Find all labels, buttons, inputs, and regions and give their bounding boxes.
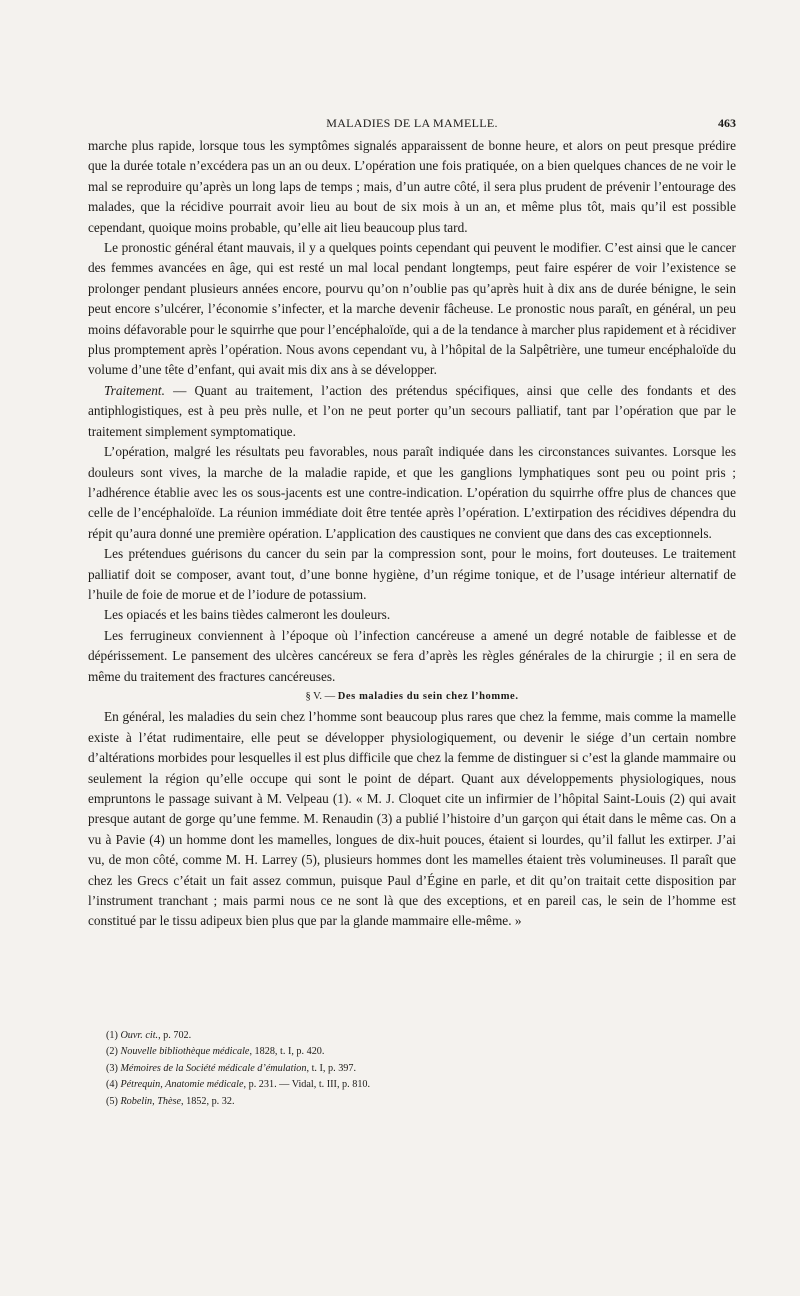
footnote-number: (3) [106, 1062, 118, 1074]
footnote-rest: , 1852, p. 32. [181, 1095, 235, 1107]
footnote-source: Ouvr. cit. [120, 1030, 159, 1041]
page-header [88, 116, 736, 134]
paragraph-7: Les ferrugineux conviennent à l’époque où l’infection cancéreuse a amené un degré notable de faiblesse et de dépérissement. Le pansement des ulcères cancéreux se fera d’après les règles générales de la chirurgie ; il en sera de même du traitement des fractures cancéreuses. [88, 627, 736, 684]
section-title: Des maladies du sein chez l’homme. [337, 690, 519, 702]
footnote-4 [106, 1077, 706, 1093]
paragraph-2: Le pronostic général étant mauvais, il y a quelques points cependant qui peuvent le modifier. C’est ainsi que le cancer des femmes avancées en âge, qui est resté un mal local pendant longtemps, peut faire espérer de voir l’existence se prolonger pendant plusieurs années encore, pourvu qu’on n’oublie pas qu’après huit à dix ans de durée bénigne, le sein peut encore s’ulcérer, l’économie s’infecter, et la marche devenir fâcheuse. Le pronostic nous paraît, en général, un peu moins défavorable pour le squirrhe que pour l’encéphaloïde, qui a de la tendance à marcher plus rapidement et à récidiver plus promptement après l’opération. Nous avons cependant vu, à l’hôpital de la Salpêtrière, une tumeur encéphaloïde du volume d’une tête d’enfant, qui avait mis dix ans à se développer. [88, 240, 736, 378]
footnote-rest: , p. 702. [158, 1030, 192, 1041]
footnotes [106, 1028, 706, 1110]
footnote-source: Robelin, Thèse [120, 1095, 181, 1107]
paragraph-6: Les opiacés et les bains tièdes calmeront les douleurs. [104, 607, 391, 623]
footnote-source: Pétrequin, Anatomie médicale [120, 1079, 244, 1091]
footnote-number: (1) [106, 1030, 118, 1041]
paragraph-4: L’opération, malgré les résultats peu favorables, nous paraît indiquée dans les circonstances suivantes. Lorsque les douleurs sont vives, la marche de la maladie rapide, et que les ganglions lymphatiques sont peu ou point pris ; l’adhérence établie avec les os sous-jacents est une contre-indication. L’opération du squirrhe offre plus de chances que celle de l’encéphaloïde. La réunion immédiate doit être tentée après l’opération. L’extirpation des récidives dépendra du répit qu’aura donné une première opération. L’application des caustiques ne convient que dans des cas exceptionnels. [88, 444, 736, 541]
section-number: § V. — [305, 690, 336, 702]
footnote-2 [106, 1044, 706, 1060]
footnote-number: (2) [106, 1046, 118, 1058]
footnote-3 [106, 1061, 706, 1077]
section-heading [88, 687, 736, 707]
footnote-source: Mémoires de la Société médicale d’émulation [120, 1062, 307, 1074]
paragraph-1: marche plus rapide, lorsque tous les symptômes signalés apparaissent de bonne heure, et alors on peut presque prédire que la durée totale n’excédera pas un an ou deux. L’opération une fois pratiquée, on a bien quelques chances de ne voir le mal se reproduire qu’après un long laps de temps ; mais, d’un autre côté, il sera plus prudent de prévenir l’entourage des malades, que la récidive pourrait avoir lieu au bout de six mois à un an, et même plus tôt, mais qu’il est possible cependant, quoique moins probable, qu’elle ait lieu beaucoup plus tard. [88, 138, 736, 235]
footnote-rest: , t. I, p. 397. [306, 1062, 357, 1074]
footnote-5 [106, 1094, 706, 1110]
page-number: 463 [718, 116, 736, 130]
treatment-lead: Traitement. [104, 382, 165, 398]
footnote-number: (4) [106, 1079, 118, 1091]
footnote-source: Nouvelle bibliothèque médicale [120, 1046, 250, 1058]
body-text [88, 136, 736, 932]
paragraph-5: Les prétendues guérisons du cancer du sein par la compression sont, pour le moins, fort douteuses. Le traitement palliatif doit se composer, avant tout, d’une bonne hygiène, d’un régime tonique, et de l’usage intérieur alternatif de l’huile de foie de morue et de l’iodure de potassium. [88, 546, 736, 602]
footnote-rest: , p. 231. — Vidal, t. III, p. 810. [243, 1079, 371, 1091]
running-title: MALADIES DE LA MAMELLE. [326, 116, 498, 130]
footnote-1 [106, 1028, 706, 1044]
section-paragraph: En général, les maladies du sein chez l’homme sont beaucoup plus rares que chez la femme, mais comme la mamelle existe à l’état rudimentaire, elle peut se développer physiologiquement, ou devenir le siége d’un certain nombre d’altérations morbides pour lesquelles il est plus difficile que chez la femme de distinguer si c’est la glande mammaire ou seulement la région qu’elle occupe qui sont le point de départ. Quant aux développements physiologiques, nous empruntons le passage suivant à M. Velpeau (1). « M. J. Cloquet cite un infirmier de l’hôpital Saint-Louis (2) qui avait presque autant de gorge qu’une femme. M. Renaudin (3) a publié l’histoire d’un garçon qui était dans le même cas. On a vu à Pavie (4) un homme dont les mamelles, longues de dix-huit pouces, étaient si lourdes, qu’il fallut les extirper. J’ai vu, de mon côté, comme M. H. Larrey (5), plusieurs hommes dont les mamelles étaient très volumineuses. Il paraît que chez les Grecs c’était un fait assez commun, puisque Paul d’Égine en parle, et dit qu’on traitait cette disposition par l’instrument tranchant ; mais parmi nous ce ne sont là que des exceptions, et en pareil cas, le sein de l’homme est constitué par le tissu adipeux bien plus que par la glande mammaire elle-même. » [88, 709, 736, 929]
footnote-number: (5) [106, 1095, 118, 1107]
paragraph-3 [88, 381, 736, 442]
footnote-rest: , 1828, t. I, p. 420. [249, 1046, 325, 1058]
paragraph-3-text: — Quant au traitement, l’action des prétendus spécifiques, ainsi que celle des fondants et des antiphlogistiques, est à peu près nulle, et l’on ne peut porter qu’un secours palliatif, tant par l’opération que par le traitement simplement symptomatique. [88, 382, 736, 439]
